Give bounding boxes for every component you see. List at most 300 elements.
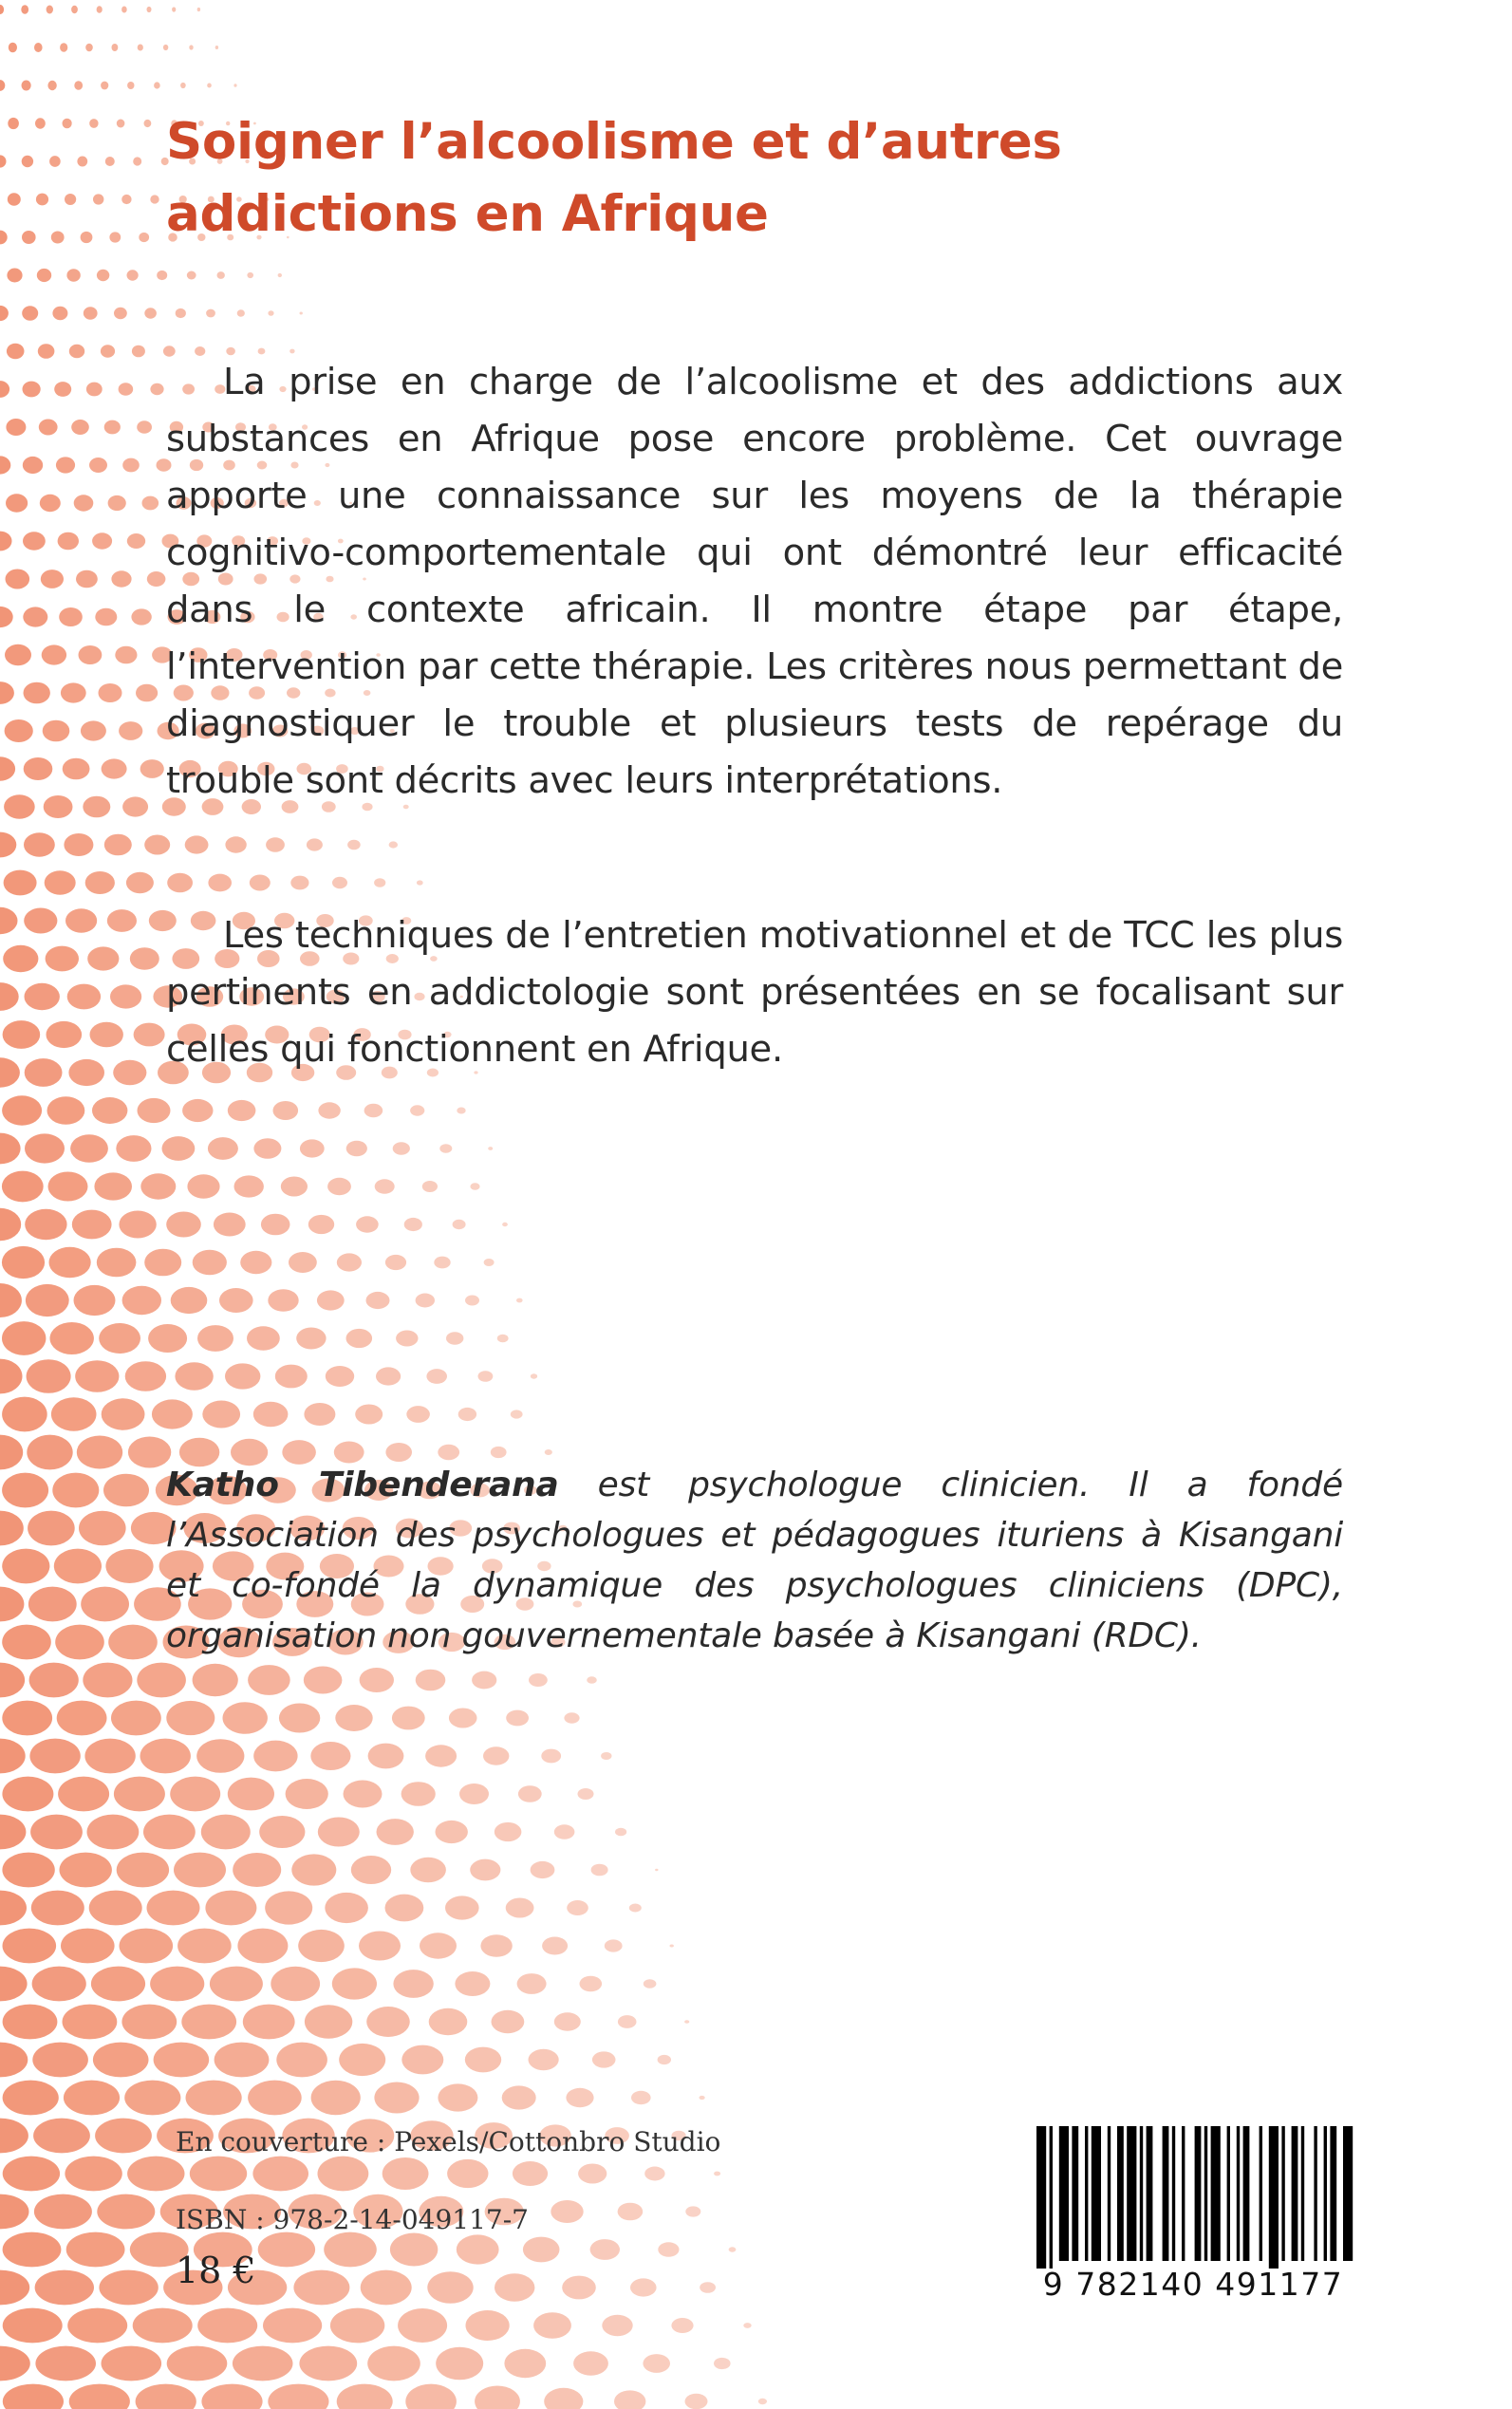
dot [564, 1712, 579, 1723]
barcode-bar [1227, 2126, 1230, 2261]
dot [398, 2308, 447, 2343]
dot [121, 2005, 177, 2040]
dot [84, 307, 98, 319]
dot [4, 870, 37, 896]
dot [223, 1702, 268, 1734]
dot [455, 1971, 490, 1996]
dot [475, 2386, 520, 2409]
dot [219, 1288, 253, 1313]
dot [318, 1818, 360, 1847]
dot [197, 1325, 233, 1352]
dot [590, 2239, 620, 2260]
dot [86, 383, 103, 397]
dot [513, 2161, 548, 2186]
dot [253, 1402, 289, 1428]
dot [117, 1853, 169, 1888]
dot [95, 608, 117, 626]
dot [29, 1663, 79, 1698]
dot [43, 720, 70, 742]
dot [36, 194, 48, 206]
dot [150, 1967, 204, 2002]
dot [324, 2232, 377, 2268]
dot [0, 532, 12, 551]
dot [0, 756, 15, 780]
dot [122, 458, 140, 473]
dot [85, 871, 115, 894]
dot [228, 1100, 256, 1121]
dot [139, 233, 149, 242]
dot [385, 1895, 424, 1922]
dot [0, 907, 18, 934]
barcode-bar [1163, 2126, 1169, 2261]
dot [185, 835, 209, 853]
dot [119, 383, 134, 396]
dot [74, 1285, 116, 1316]
dot [300, 1139, 325, 1157]
dot [114, 1777, 165, 1812]
dot [253, 1741, 297, 1772]
dot [23, 532, 46, 551]
dot [545, 1449, 552, 1455]
dot [150, 195, 159, 203]
dot [61, 682, 86, 702]
dot [0, 2119, 28, 2154]
dot [47, 1096, 85, 1125]
dot [127, 82, 134, 89]
dot [458, 1408, 476, 1421]
dot [0, 1511, 24, 1546]
price: 18 € [176, 2250, 256, 2291]
dot [108, 1625, 158, 1660]
author-bio-text: est psychologue clinicien. Il a fondé l’Association des psychologues et pédagogues ituriens à Kisangani et co-fondé la dynamique des psychologues cliniciens (DPC), organisation non gouvernementale basée à Kisangani (RDC). [166, 1466, 1344, 1655]
dot [79, 645, 103, 664]
dot [30, 1815, 83, 1850]
dot [3, 1020, 41, 1049]
dot [103, 1474, 149, 1507]
dot [6, 494, 28, 513]
barcode-bar [1324, 2126, 1327, 2261]
dot [405, 2384, 457, 2409]
dot [470, 1859, 500, 1881]
dot [416, 1670, 446, 1691]
dot [291, 1854, 336, 1885]
dot [201, 1815, 251, 1850]
dot [114, 308, 127, 319]
dot [332, 877, 347, 888]
dot [52, 307, 67, 320]
dot [401, 2045, 443, 2075]
dot [0, 1057, 20, 1087]
dot [56, 457, 75, 473]
dot [629, 1904, 642, 1913]
dot [144, 308, 157, 318]
dot [700, 2096, 705, 2100]
dot [506, 1710, 529, 1727]
dot [102, 1398, 145, 1429]
dot [0, 1587, 24, 1622]
dot [39, 420, 58, 436]
dot [109, 232, 121, 242]
dot [346, 1141, 367, 1157]
barcode-bar [1343, 2126, 1353, 2261]
dot [422, 1181, 438, 1192]
dot [65, 2157, 121, 2192]
dot [258, 2232, 315, 2268]
dot [531, 1373, 537, 1378]
dot [470, 1183, 479, 1190]
dot [54, 1549, 102, 1584]
dot [58, 532, 79, 551]
dot [205, 1891, 256, 1926]
dot [237, 1929, 288, 1964]
dot [63, 119, 72, 129]
dot [64, 2081, 120, 2116]
dot [144, 1249, 181, 1277]
dot [0, 306, 9, 321]
dot [0, 1739, 26, 1774]
dot [529, 1673, 548, 1687]
dot [228, 1778, 274, 1811]
dot [32, 1967, 86, 2002]
dot [374, 878, 385, 887]
dot [511, 1410, 523, 1418]
dot [116, 1135, 151, 1162]
dot [67, 2308, 127, 2344]
dot [480, 1934, 512, 1957]
dot [83, 796, 110, 818]
dot [615, 1828, 626, 1837]
dot [529, 2049, 559, 2070]
dot [126, 872, 154, 893]
dot [533, 2312, 571, 2339]
dot [0, 80, 5, 91]
dot [366, 1292, 390, 1309]
dot [2, 1701, 52, 1736]
dot [48, 1172, 88, 1202]
dot [396, 1331, 418, 1347]
dot [83, 1663, 132, 1698]
dot [3, 2157, 60, 2192]
dot [758, 2399, 767, 2404]
dot [0, 607, 13, 627]
dot [567, 1900, 588, 1915]
barcode-bar [1281, 2126, 1284, 2261]
dot [554, 2012, 581, 2031]
dot [743, 2323, 751, 2328]
barcode-bar [1085, 2126, 1088, 2261]
dot [217, 271, 225, 279]
dot [502, 2085, 536, 2109]
dot [63, 758, 90, 780]
dot [492, 2010, 525, 2033]
barcode [1033, 2126, 1353, 2303]
dot [592, 2051, 616, 2067]
dot [76, 570, 98, 588]
dot [488, 1147, 493, 1150]
dot [420, 1933, 457, 1958]
dot [65, 194, 76, 205]
dot [506, 1898, 534, 1918]
dot [263, 2308, 322, 2344]
dot [35, 2346, 96, 2381]
dot [167, 873, 193, 893]
dot [401, 1782, 436, 1806]
dot [77, 157, 87, 167]
dot [201, 2384, 262, 2409]
dot [8, 118, 19, 129]
dot [81, 720, 106, 740]
dot [91, 1967, 145, 2002]
dot [131, 608, 151, 625]
dot [8, 193, 21, 206]
dot [47, 6, 53, 14]
dot [24, 757, 53, 780]
dot [684, 2020, 689, 2024]
dot [374, 2082, 419, 2114]
dot [65, 908, 97, 932]
dot [658, 2242, 679, 2256]
dot [247, 1326, 280, 1350]
dot [0, 682, 14, 704]
dot [210, 1967, 263, 2002]
dot [84, 1739, 135, 1774]
dot [714, 2358, 731, 2369]
description-paragraph-1: La prise en charge de l’alcoolisme et des addictions aux substances en Afrique pose encore problème. Cet ouvrage apporte une connaissance sur les moyens de la thérapie cognitivo-comportementale qui ont démontré leur efficacité dans le contexte africain. Il montre étape par étape, l’intervention par cette thérapie. Les critères nous permettant de diagnostiquer le trouble et plusieurs tests de repérage du trouble sont décrits avec leurs interprétations. [166, 361, 1343, 802]
dot [281, 1177, 308, 1197]
dot [4, 794, 35, 818]
dot [618, 2203, 644, 2221]
dot [89, 1891, 142, 1926]
dot [337, 1253, 362, 1271]
dot [2, 1625, 51, 1660]
dot [187, 1174, 219, 1198]
dot [57, 1701, 107, 1736]
dot [233, 1853, 281, 1887]
dot [562, 2276, 596, 2300]
dot [434, 1257, 450, 1269]
dot [105, 1549, 153, 1583]
dot [406, 1406, 430, 1423]
dot [89, 458, 107, 473]
dot [102, 758, 127, 778]
dot [197, 2308, 257, 2344]
dot [22, 382, 40, 398]
dot [121, 195, 131, 204]
dot [177, 1929, 232, 1964]
dot [685, 2394, 708, 2409]
dot [99, 1323, 140, 1354]
dot [49, 1247, 91, 1279]
dot [630, 2278, 657, 2296]
dot [35, 118, 46, 128]
dot [33, 2119, 90, 2154]
dot [55, 1625, 104, 1660]
dot [25, 1133, 65, 1163]
dot [3, 2081, 59, 2116]
dot [5, 570, 29, 589]
dot [410, 1858, 446, 1883]
dot [26, 1284, 69, 1317]
dot [9, 43, 17, 53]
dot [439, 1144, 452, 1153]
dot [150, 383, 163, 395]
barcode-bar [1172, 2126, 1175, 2261]
dot [136, 2384, 196, 2409]
dot [317, 1290, 345, 1310]
dot [0, 456, 10, 474]
dot [356, 1216, 379, 1232]
dot [97, 2194, 155, 2230]
dot [142, 496, 159, 511]
dot [7, 269, 22, 283]
barcode-bar [1140, 2126, 1143, 2261]
barcode-bar [1269, 2126, 1279, 2269]
dot [92, 532, 112, 549]
dot [32, 2043, 88, 2078]
dot [359, 1932, 401, 1961]
dot [24, 832, 55, 856]
dot [465, 1296, 479, 1306]
dot [3, 2308, 63, 2344]
dot [427, 2271, 473, 2304]
dot [0, 1208, 21, 1241]
barcode-bar [1211, 2126, 1221, 2261]
dot [38, 344, 55, 359]
dot [497, 1335, 509, 1343]
dot [304, 1403, 335, 1426]
dot [189, 45, 193, 49]
dot [27, 1435, 72, 1470]
dot [578, 2164, 607, 2184]
dot [147, 1891, 200, 1926]
dot [307, 838, 323, 850]
description-paragraph-2: Les techniques de l’entretien motivationnel et de TCC les plus pertinents en addictologie sont présentées en se focalisant sur celles qui fonctionnent en Afrique. [166, 914, 1343, 1071]
dot [110, 984, 141, 1008]
dot [347, 840, 361, 850]
dot [208, 874, 232, 892]
dot [45, 870, 76, 894]
barcode-digits: 9 782140 491177 [1042, 2266, 1344, 2303]
dot [268, 1289, 298, 1312]
dot [290, 876, 308, 890]
dot [97, 6, 103, 13]
dot [240, 1251, 271, 1274]
dot [34, 43, 43, 52]
dot [390, 2233, 438, 2267]
dot [248, 1665, 290, 1695]
dot [436, 2347, 483, 2381]
dot [305, 2005, 352, 2038]
dot [190, 2157, 247, 2192]
dot [119, 721, 142, 740]
barcode-bar [1117, 2126, 1124, 2261]
dot [25, 1209, 66, 1241]
barcode-bar [1036, 2126, 1046, 2269]
dot [447, 2159, 488, 2188]
dot [0, 2270, 29, 2306]
dot [79, 1511, 126, 1545]
dot [23, 457, 43, 474]
dot [166, 1212, 201, 1238]
dot [385, 1255, 406, 1270]
dot [426, 1369, 447, 1384]
dot [206, 309, 215, 318]
dot [215, 2043, 270, 2078]
dot [143, 1815, 196, 1850]
dot [266, 837, 285, 851]
dot [70, 1134, 108, 1163]
dot [410, 1105, 424, 1115]
dot [101, 345, 115, 358]
dot [54, 382, 71, 397]
barcode-bar [1260, 2126, 1262, 2261]
barcode-bar [1108, 2126, 1111, 2261]
dot [459, 1783, 489, 1804]
dot [0, 1967, 28, 2002]
dot [286, 1779, 328, 1809]
dot [119, 1211, 156, 1239]
dot [541, 1749, 561, 1764]
dot [128, 1437, 171, 1468]
dot [502, 1223, 508, 1226]
dot [97, 270, 109, 281]
dot [37, 269, 51, 282]
dot [132, 345, 145, 358]
dot [35, 2270, 94, 2306]
dot [670, 1945, 674, 1948]
dot [121, 7, 127, 13]
dot [544, 2388, 583, 2409]
dot [416, 1294, 435, 1308]
dot [59, 1853, 111, 1888]
dot [252, 2157, 308, 2192]
dot [181, 2005, 236, 2040]
dot [41, 570, 64, 588]
dot [3, 1929, 57, 1964]
dot [124, 2081, 180, 2116]
dot [127, 533, 145, 549]
dot [243, 2005, 295, 2040]
dot [300, 312, 303, 315]
dot [332, 1968, 377, 1999]
dot [605, 1939, 623, 1951]
dot [51, 232, 65, 244]
dot [105, 157, 115, 166]
dot [602, 2315, 632, 2336]
dot [102, 2346, 162, 2381]
dot [2, 1397, 47, 1432]
dot [0, 1133, 21, 1165]
dot [478, 1371, 494, 1382]
dot [438, 1445, 459, 1460]
dot [69, 345, 84, 359]
dot [265, 1891, 312, 1924]
dot [318, 1102, 340, 1118]
dot [484, 1259, 495, 1266]
dot [516, 1298, 523, 1303]
dot [5, 719, 33, 742]
dot [457, 1108, 465, 1114]
dot [0, 1663, 25, 1698]
dot [587, 1676, 597, 1684]
dot [368, 1744, 404, 1769]
dot [2, 1853, 54, 1888]
dot [140, 759, 164, 778]
dot [614, 2390, 645, 2409]
dot [601, 1752, 611, 1760]
dot [147, 571, 166, 587]
barcode-bar [1301, 2126, 1304, 2261]
